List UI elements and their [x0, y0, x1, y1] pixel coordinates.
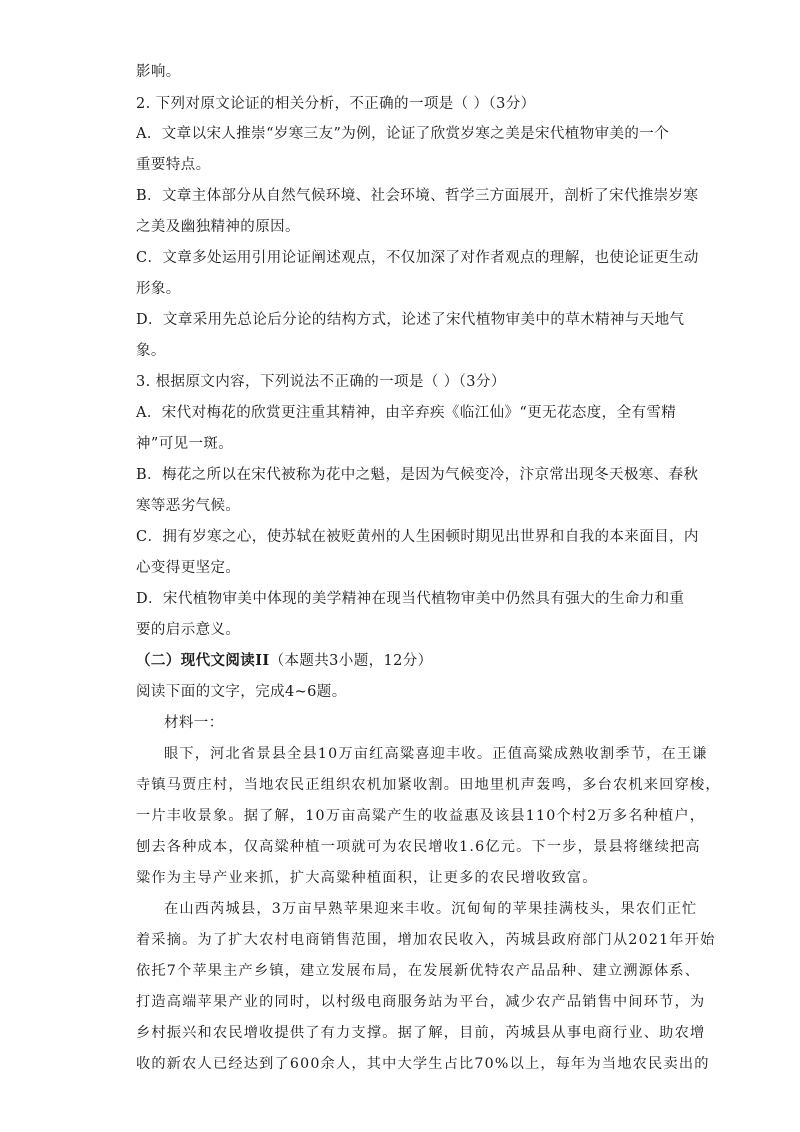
q3-option-a: A．宋代对梅花的欣赏更注重其精神，由辛弃疾《临江仙》“更无花态度，全有雪精 [136, 405, 677, 421]
q2-option-c: C．文章多处运用引用论证阐述观点，不仅加深了对作者观点的理解，也使论证更生动 [136, 250, 699, 266]
q3-option-a-cont: 神”可见一斑。 [136, 436, 234, 452]
passage-line: 一片丰收景象。据了解，10万亩高粱产生的收益惠及该县110个村2万多名种植户， [136, 808, 706, 824]
q2-option-a-cont: 重要特点。 [136, 157, 211, 173]
q3-option-b-cont: 寒等恶劣气候。 [136, 498, 241, 514]
passage-line: 依托7个苹果主产乡镇，建立发展布局，在发展新优特农产品品种、建立溯源体系、 [136, 963, 701, 979]
passage-line: 在山西芮城县，3万亩早熟苹果迎来丰收。沉甸甸的苹果挂满枝头，果农们正忙 [164, 901, 698, 917]
q3-option-c: C．拥有岁寒之心，使苏轼在被贬黄州的人生困顿时期见出世界和自我的本来面目，内 [136, 529, 699, 545]
passage-line: 刨去各种成本，仅高粱种植一项就可为农民增收1.6亿元。下一步，景县将继续把高 [136, 839, 701, 855]
passage-line: 打造高端苹果产业的同时，以村级电商服务站为平台，减少农产品销售中间环节，为 [136, 994, 706, 1010]
question-3-stem: 3. 根据原文内容，下列说法不正确的一项是（ ）（3分） [136, 374, 506, 390]
q2-option-b: B．文章主体部分从自然气候环境、社会环境、哲学三方面展开，剖析了宋代推崇岁寒 [136, 188, 699, 204]
q3-option-c-cont: 心变得更坚定。 [136, 560, 241, 576]
q2-option-c-cont: 形象。 [136, 281, 181, 297]
section-note: （本题共3小题，12分） [269, 653, 433, 669]
q3-option-d: D．宋代植物审美中体现的美学精神在现当代植物审美中仍然具有强大的生命力和重 [136, 591, 685, 607]
section-title: （二）现代文阅读II [136, 652, 270, 669]
q2-option-b-cont: 之美及幽独精神的原因。 [136, 219, 300, 235]
q3-option-d-cont: 要的启示意义。 [136, 622, 241, 638]
q2-option-a: A．文章以宋人推崇“岁寒三友”为例，论证了欣赏岁寒之美是宋代植物审美的一个 [136, 126, 670, 142]
question-2-stem: 2. 下列对原文论证的相关分析，不正确的一项是（ ）（3分） [136, 96, 536, 112]
passage-line: 眼下，河北省景县全县10万亩红高粱喜迎丰收。正值高粱成熟收割季节，在王谦 [164, 746, 708, 762]
q2-option-d-cont: 象。 [136, 343, 166, 359]
q3-option-b: B．梅花之所以在宋代被称为花中之魁，是因为气候变冷，汴京常出现冬天极寒、春秋 [136, 467, 699, 483]
passage-line: 粱作为主导产业来抓，扩大高粱种植面积，让更多的农民增收致富。 [136, 870, 598, 886]
reading-instruction: 阅读下面的文字，完成4~6题。 [136, 684, 347, 700]
text-line: 影响。 [136, 64, 181, 80]
q2-option-d: D．文章采用先总论后分论的结构方式，论述了宋代植物审美中的草木精神与天地气 [136, 312, 685, 328]
passage-line: 寺镇马贾庄村，当地农民正组织农机加紧收割。田地里机声轰鸣，多台农机来回穿梭， [136, 777, 721, 793]
material-label: 材料一： [164, 715, 224, 731]
section-heading [136, 651, 676, 671]
passage-line: 着采摘。为了扩大农村电商销售范围，增加农民收入，芮城县政府部门从2021年开始 [136, 932, 716, 948]
passage-line: 收的新农人已经达到了600余人，其中大学生占比70%以上，每年为当地农民卖出的 [136, 1056, 710, 1072]
passage-line: 乡村振兴和农民增收提供了有力支撑。据了解，目前，芮城县从事电商行业、助农增 [136, 1025, 706, 1041]
